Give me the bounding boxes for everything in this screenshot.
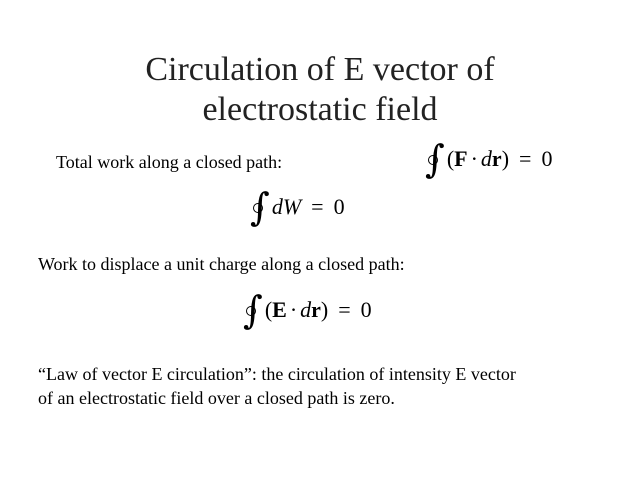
closed-integral-symbol: ∫ (250, 185, 270, 229)
formula-work-force (425, 137, 553, 181)
close-paren: ) (501, 146, 510, 171)
law-line-2: of an electrostatic field over a closed path is zero. (38, 388, 395, 408)
title-line-2: electrostatic field (202, 91, 438, 128)
field-vector: E (272, 297, 287, 322)
dot-operator: · (470, 146, 478, 171)
title-line-1: Circulation of E vector of (145, 51, 495, 88)
law-statement (38, 362, 618, 410)
formula-dw (250, 185, 345, 229)
differential-d: d (300, 297, 312, 322)
slide-title (0, 50, 640, 130)
unit-charge-label: Work to displace a unit charge along a closed path: (38, 254, 405, 274)
law-line-1: “Law of vector E circulation”: the circulation of intensity E vector (38, 364, 516, 384)
work-differential: dW (271, 194, 302, 219)
zero-value: 0 (333, 194, 345, 219)
closed-integral-symbol: ∫ (243, 288, 263, 332)
open-paren: ( (446, 146, 455, 171)
zero-value: 0 (360, 297, 372, 322)
equals-sign: = (338, 297, 351, 322)
differential-d: d (480, 146, 492, 171)
formula-field (243, 288, 372, 332)
position-vector: r (311, 297, 321, 322)
closed-integral-symbol: ∫ (425, 137, 445, 181)
position-vector: r (491, 146, 502, 171)
total-work-label: Total work along a closed path: (56, 152, 283, 172)
zero-value: 0 (541, 146, 553, 171)
equals-sign: = (519, 146, 532, 171)
close-paren: ) (320, 297, 329, 322)
open-paren: ( (264, 297, 273, 322)
force-vector: F (454, 146, 468, 171)
equals-sign: = (311, 194, 324, 219)
dot-operator: · (289, 297, 298, 322)
